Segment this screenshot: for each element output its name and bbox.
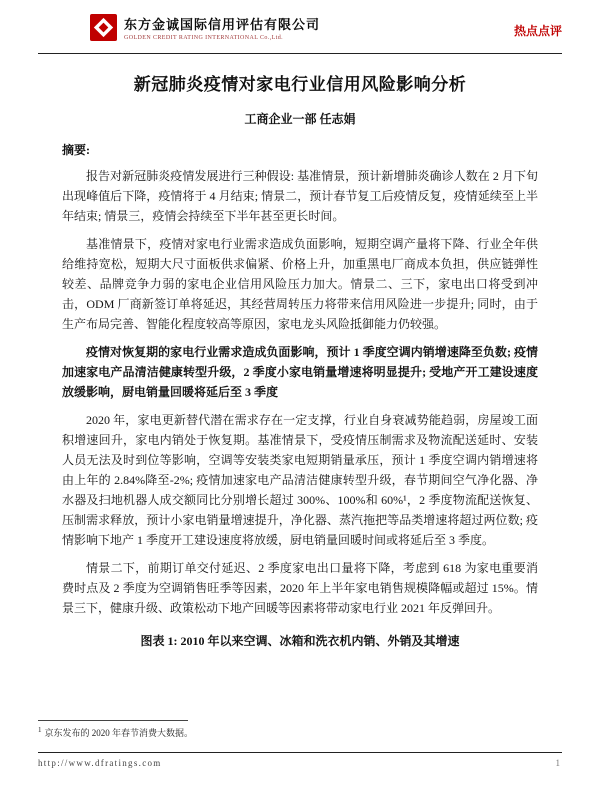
footer-website-link[interactable]: http://www.dfratings.com	[38, 758, 162, 768]
page-footer	[38, 752, 562, 768]
company-brand	[90, 14, 320, 41]
paragraph-2: 基准情景下，疫情对家电行业需求造成负面影响，短期空调产量将下降、行业全年供给维持宽松，短期大尺寸面板供求偏紧、价格上升，加重黑电厂商成本负担，供应链弹性较差、品牌竞争力弱的家电企业信用风险压力加大。情景二、三下，家电出口将受到冲击，ODM 厂商新签订单将延迟，其经营周转压力将带来信用风险进一步提升; 同时，由于生产布局完善、智能化程度较高等原因，家电龙头风险抵御能力仍较强。	[62, 237, 538, 331]
footnote-divider	[38, 720, 188, 721]
document-body	[62, 58, 538, 739]
figure-caption: 图表 1: 2010 年以来空调、冰箱和洗衣机内销、外销及其增速	[140, 634, 460, 648]
author-line: 工商企业一部 任志娟	[244, 112, 356, 126]
footnote-text	[38, 726, 562, 739]
abstract-label: 摘要:	[62, 143, 90, 157]
paragraph-3-highlight: 疫情对恢复期的家电行业需求造成负面影响，预计 1 季度空调内销增速降至负数; 疫情加速家电产品清洁健康转型升级，2 季度小家电销量增速将明显提升; 受地产开工建设速度放缓影响，厨电销量回暖将延后至 3 季度	[62, 345, 538, 399]
page-number: 1	[555, 758, 560, 768]
company-logo-icon	[90, 14, 117, 41]
company-name-english: GOLDEN CREDIT RATING INTERNATIONAL Co.,Ltd.	[124, 35, 284, 41]
company-name: 东方金诚国际信用评估有限公司	[124, 17, 321, 32]
footnote-block	[38, 720, 562, 739]
footnote-content: 京东发布的 2020 年春节消费大数据。	[44, 728, 194, 738]
header	[38, 14, 562, 41]
document-title: 新冠肺炎疫情对家电行业信用风险影响分析	[133, 75, 467, 94]
footnote-marker: 1	[38, 726, 42, 734]
report-category-label: 热点点评	[513, 24, 562, 38]
paragraph-4: 2020 年，家电更新替代潜在需求存在一定支撑，行业自身衰减势能趋弱，房屋竣工面积增速回升，家电内销处于恢复期。基准情景下，受疫情压制需求及物流配送延时、安装人员无法及时到位等影响，空调等安装类家电短期销量承压，预计 1 季度空调内销增速将由上年的 2.84%降至-2%; 疫情加速家电产品清洁健康转型升级，春节期间空气净化器、净水器及扫地机器人成交额同比分别增长超过 300%、100%和 60%¹，2 季度物流配送恢复、压制需求释放，预计小家电销量增速提升，净化器、蒸汽拖把等品类增速将超过两位数; 疫情影响下地产 1 季度开工建设速度将放缓，厨电销量回暖时间或将延后至 3 季度。	[62, 413, 538, 547]
paragraph-1: 报告对新冠肺炎疫情发展进行三种假设: 基准情景，预计新增肺炎确诊人数在 2 月下旬出现峰值后下降，疫情将于 4 月结束; 情景二，预计春节复工后疫情反复，疫情延续至上半年结束; 情景三，疫情会持续至下半年甚至更长时间。	[62, 169, 538, 223]
header-divider	[38, 53, 562, 54]
paragraph-5: 情景二下，前期订单交付延迟、2 季度家电出口量将下降，考虑到 618 为家电重要消费时点及 2 季度为空调销售旺季等因素，2020 年上半年家电销售规模降幅或超过 15%。情景三下，健康升级、政策松动下地产回暖等因素将带动家电行业 2021 年反弹回升。	[62, 561, 538, 615]
company-brand-text	[124, 14, 320, 41]
